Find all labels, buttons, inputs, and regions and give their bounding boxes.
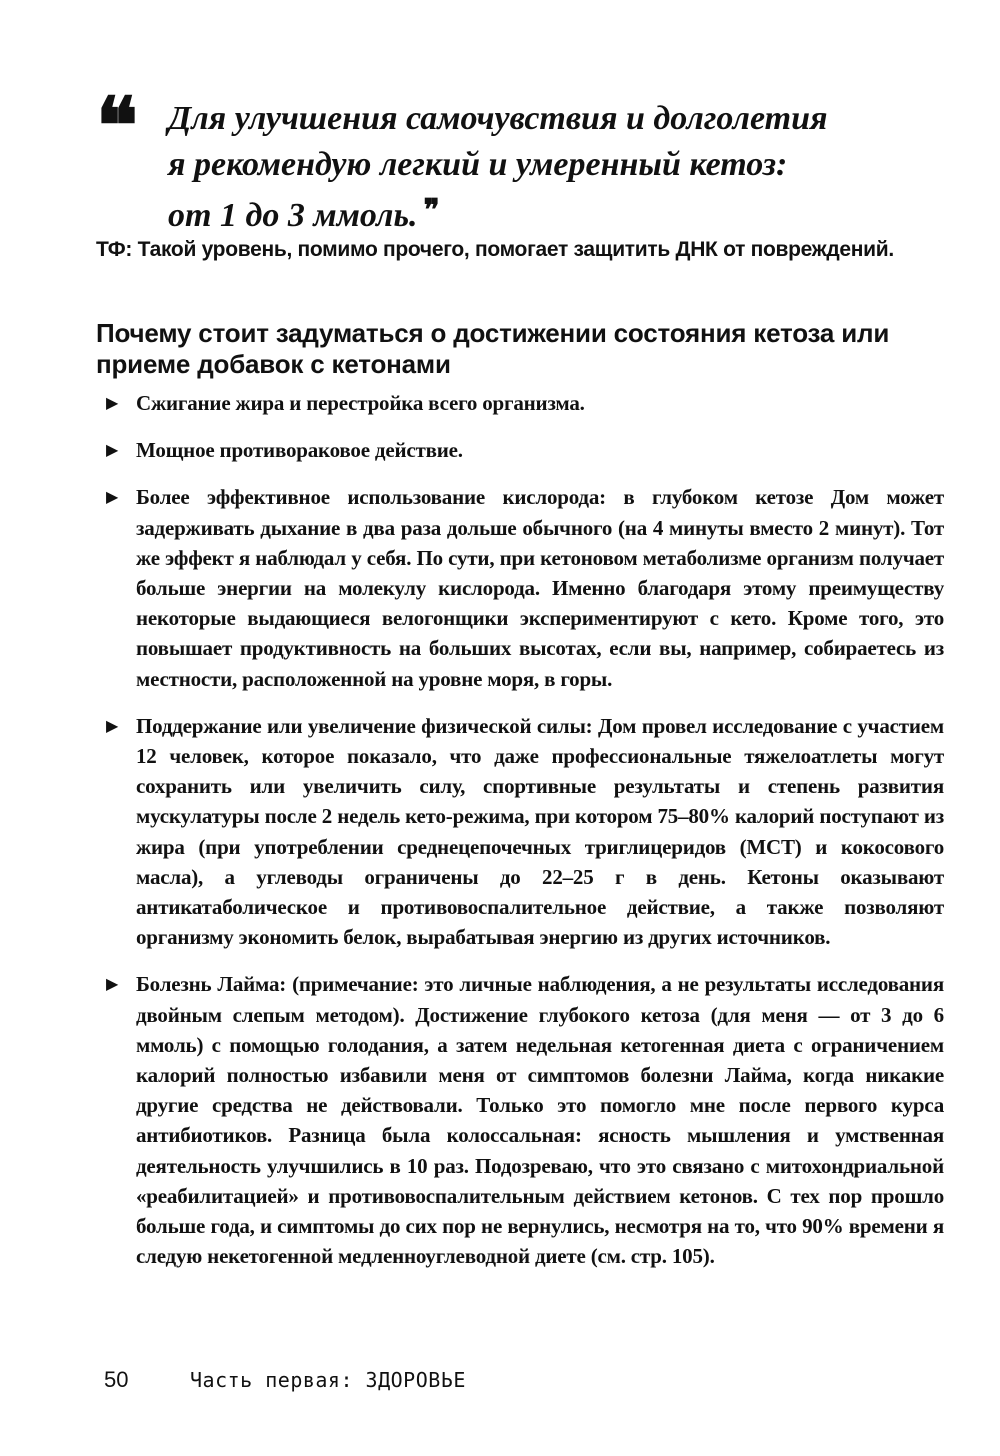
list-item <box>104 435 944 465</box>
list-item <box>104 711 944 953</box>
tf-note-label: ТФ: <box>96 238 133 261</box>
running-head: Часть первая: ЗДОРОВЬЕ <box>189 1368 466 1392</box>
list-item <box>104 969 944 1271</box>
page-number: 50 <box>104 1367 129 1392</box>
bullet-arrow-icon: ▶ <box>106 440 119 460</box>
list-item-lead: Более эффективное использование кислорода: <box>136 485 606 510</box>
bullet-arrow-icon: ▶ <box>106 715 119 735</box>
close-quote-mark: ❞ <box>423 193 440 228</box>
list-item-text: (примечание: это личные наблюдения, а не результаты исследования двойным слепым методом). Достижение глубокого кетоза (для меня — от 3 до 6 ммоль) с помощью голодания, а затем недельная кетогенная диета с ограничением калорий полностью избавили меня от симптомов болезни Лайма, когда никакие другие средства не действовали. Только это помогло мне после первого курса антибиотиков. Разница была колоссальная: ясность мышления и умственная деятельность улучшились в 10 раз. Подозреваю, что это связано с митохондриальной «реабилитацией» и противовоспалительным действием кетонов. С тех пор прошло больше года, и симптомы до сих пор не вернулись, несмотря на то, что 90% времени я следую некетогенной медленноуглеводной диете (см. стр. 105). <box>136 972 944 1269</box>
list-item-text: в глубоком кетозе Дом может задерживать дыхание в два раза дольше обычного (на 4 минуты вместо 2 минут). Тот же эффект я наблюдал у себя. По сути, при кетоновом метаболизме организм получает больше энергии на молекулу кислорода. Именно благодаря этому преимуществу некоторые выдающиеся велогонщики экспериментируют с кето. Кроме того, это повышает продуктивность на больших высотах, если вы, например, собираетесь из местности, расположенной на уровне моря, в горы. <box>136 485 944 691</box>
list-item-lead: Сжигание жира и перестройка всего организма. <box>136 391 585 415</box>
bullet-arrow-icon: ▶ <box>106 487 119 507</box>
tf-note-text: Такой уровень, помимо прочего, помогает защитить ДНК от повреждений. <box>137 238 894 261</box>
pull-quote <box>96 81 916 239</box>
tf-note <box>96 236 956 264</box>
pull-quote-line-1: Для улучшения самочувствия и долголетия <box>168 100 828 137</box>
list-item <box>104 482 944 693</box>
list-item-lead: Болезнь Лайма: <box>136 972 287 997</box>
pull-quote-text <box>168 88 916 239</box>
pull-quote-line-2: я рекомендую легкий и умеренный кетоз: <box>168 146 788 183</box>
list-item-text: Дом провел исследование с участием 12 человек, которое показало, что даже профессиональные тяжелоатлеты могут сохранить или увеличить силу, спортивные результаты и степень развития мускулатуры после 2 недель кето-режима, при котором 75–80% калорий поступают из жира (при употреблении среднецепочечных триглицеридов (МСТ) и кокосового масла), а углеводы ограничены до 22–25 г в день. Кетоны оказывают антикатаболическое и противовоспалительное действие, а также позволяют организму экономить белок, вырабатывая энергию из других источников. <box>136 713 944 950</box>
list-item <box>104 388 944 418</box>
list-item-lead: Мощное противораковое действие. <box>136 438 463 463</box>
section-heading: Почему стоит задуматься о достижении состояния кетоза или приеме добавок с кетонами <box>96 318 890 379</box>
open-quote-mark: ❝ <box>96 81 138 172</box>
pull-quote-line-3: от 1 до 3 ммоль. <box>168 197 418 234</box>
page-footer <box>104 1366 466 1394</box>
bullet-arrow-icon: ▶ <box>106 393 119 412</box>
list-item-lead: Поддержание или увеличение физической силы: <box>136 713 593 738</box>
benefits-list <box>104 388 944 1271</box>
bullet-arrow-icon: ▶ <box>106 974 119 994</box>
